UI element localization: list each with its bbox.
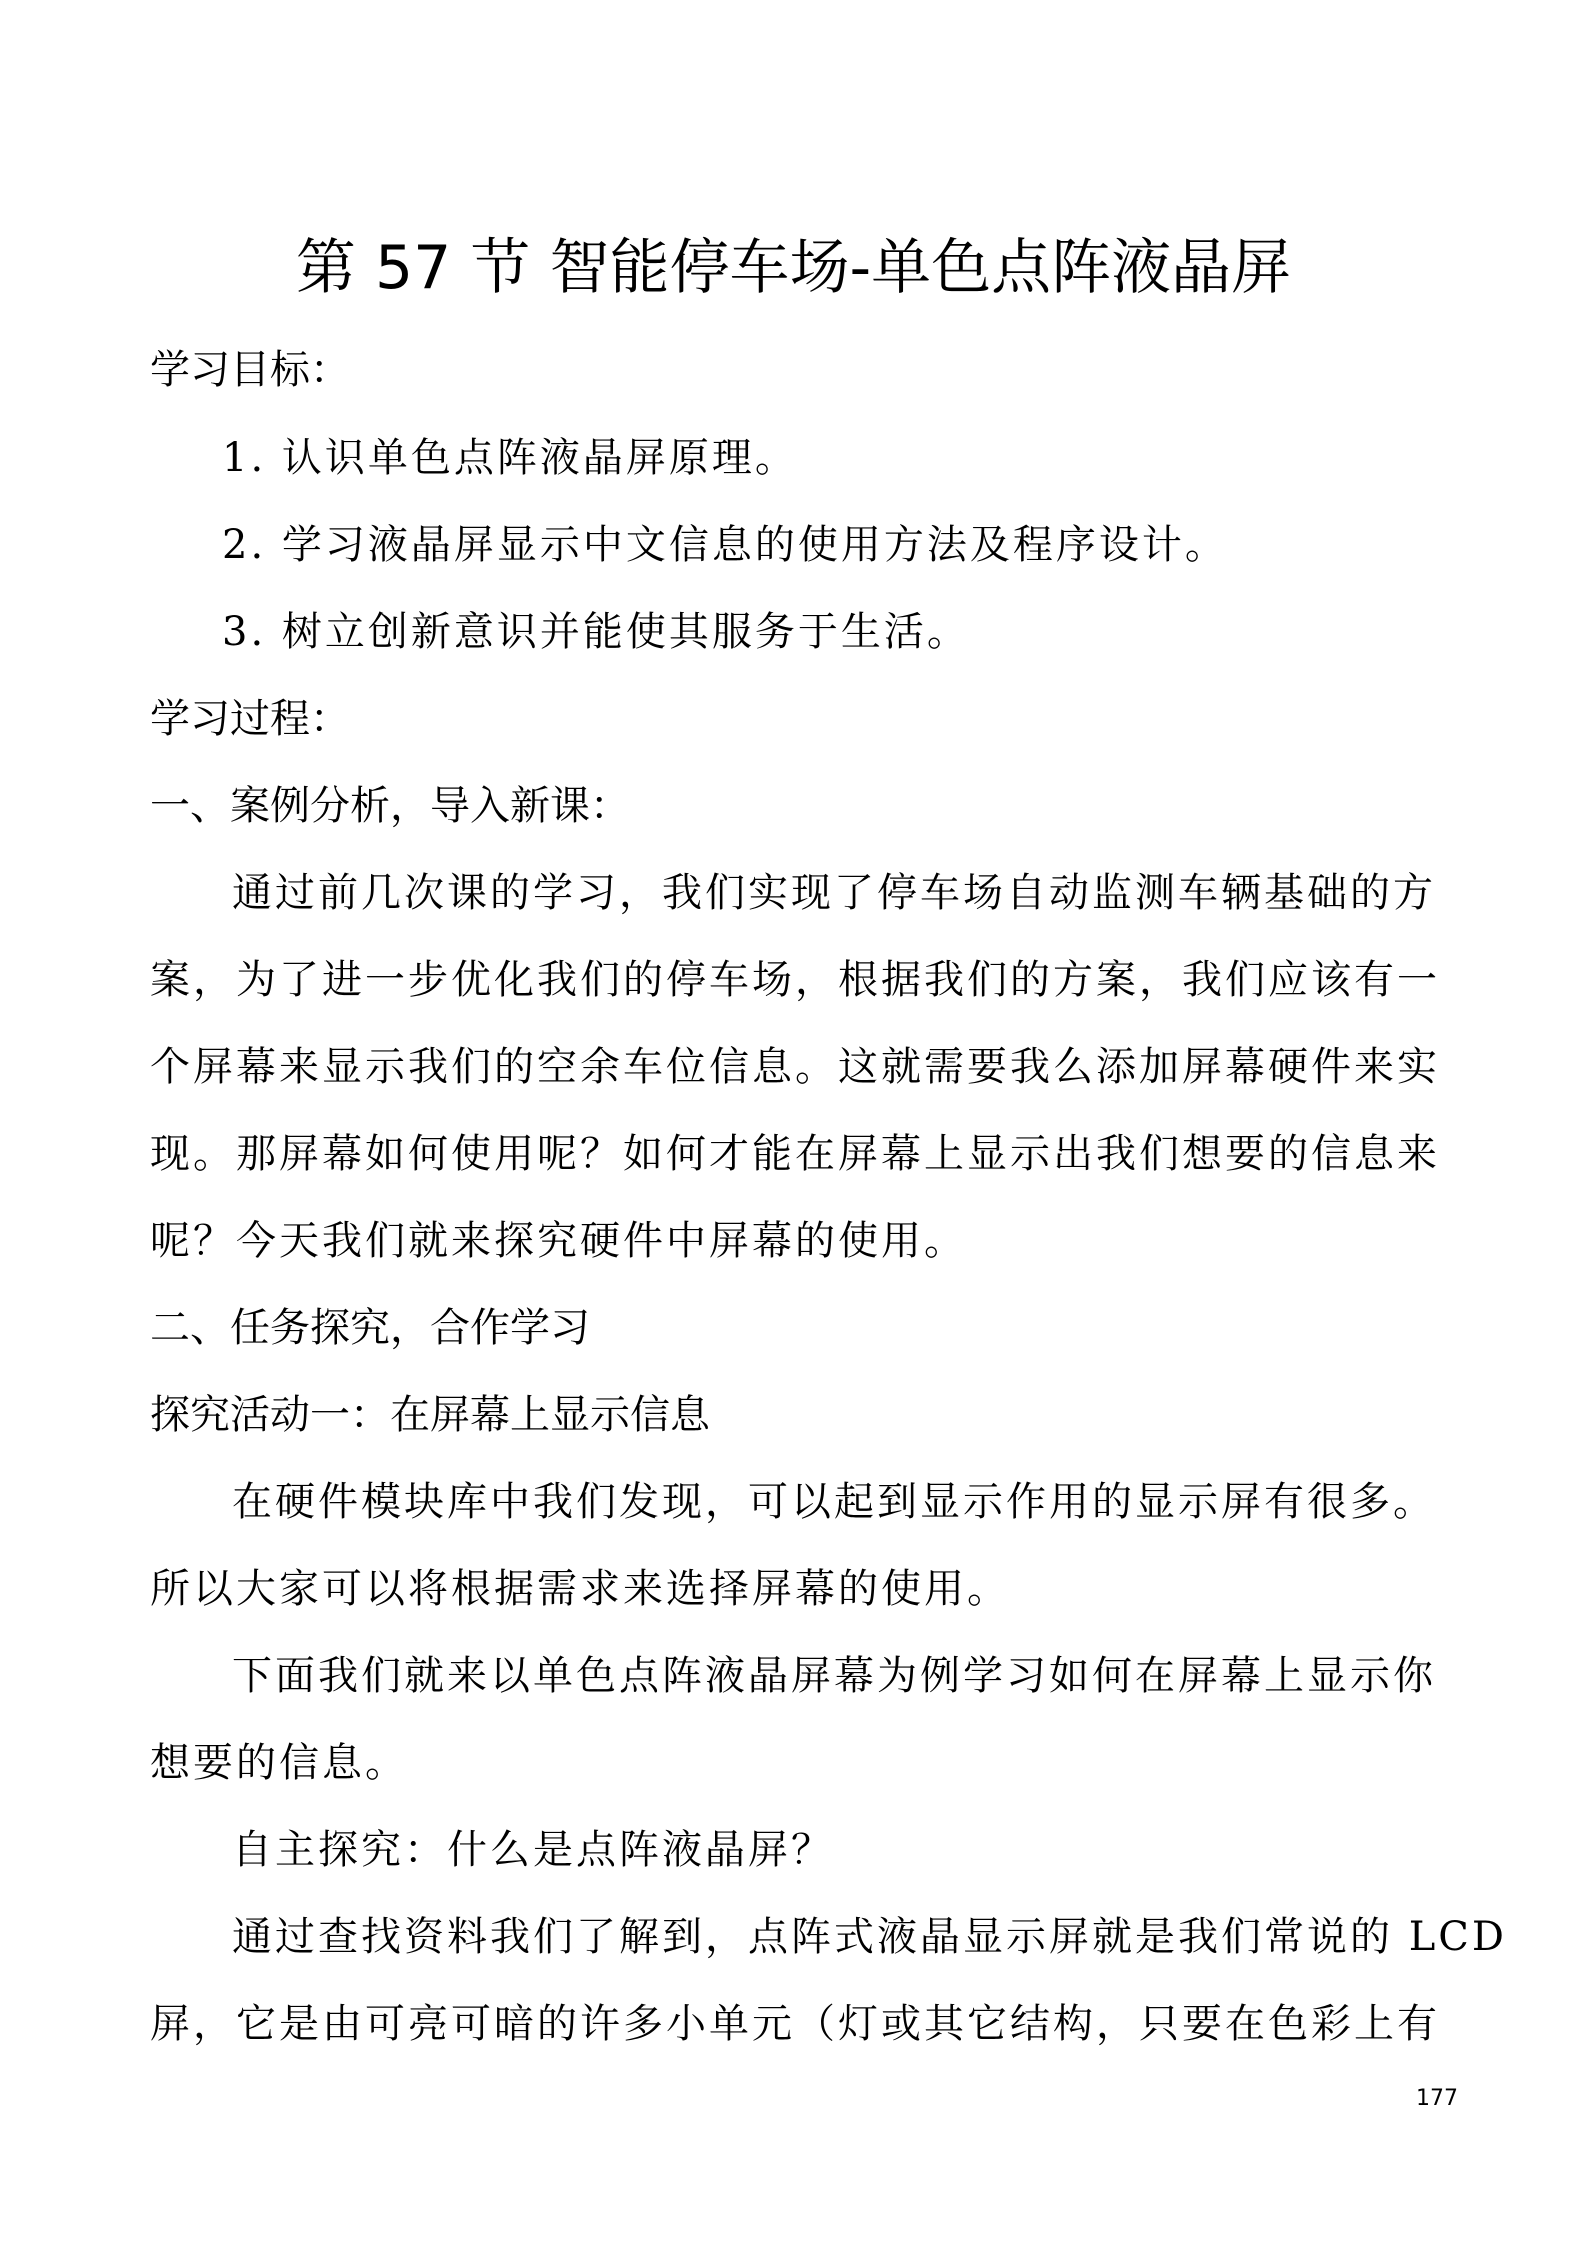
section1-heading: 一、案例分析，导入新课： xyxy=(150,783,630,829)
objective-item-3: 3. 树立创新意识并能使其服务于生活。 xyxy=(222,609,970,655)
paragraph2-line-1: 在硬件模块库中我们发现，可以起到显示作用的显示屏有很多。 xyxy=(232,1479,1436,1525)
process-heading: 学习过程： xyxy=(150,696,350,742)
self-study-question: 自主探究：什么是点阵液晶屏？ xyxy=(232,1827,834,1873)
page-number: 177 xyxy=(1416,2086,1458,2111)
paragraph3-line-1: 下面我们就来以单色点阵液晶屏幕为例学习如何在屏幕上显示你 xyxy=(232,1653,1436,1699)
paragraph2-line-2: 所以大家可以将根据需求来选择屏幕的使用。 xyxy=(150,1566,1010,1612)
paragraph4-line-1: 通过查找资料我们了解到，点阵式液晶显示屏就是我们常说的 LCD xyxy=(232,1914,1507,1960)
objective-item-2: 2. 学习液晶屏显示中文信息的使用方法及程序设计。 xyxy=(222,522,1228,568)
paragraph4-line-2: 屏，它是由可亮可暗的许多小单元（灯或其它结构，只要在色彩上有 xyxy=(150,2001,1440,2047)
objective-item-1: 1. 认识单色点阵液晶屏原理。 xyxy=(222,435,798,481)
paragraph1-line-1: 通过前几次课的学习，我们实现了停车场自动监测车辆基础的方 xyxy=(232,870,1436,916)
paragraph1-line-4: 现。那屏幕如何使用呢？如何才能在屏幕上显示出我们想要的信息来 xyxy=(150,1131,1440,1177)
paragraph3-line-2: 想要的信息。 xyxy=(150,1740,408,1786)
section2-heading: 二、任务探究，合作学习 xyxy=(150,1305,590,1351)
activity1-heading: 探究活动一：在屏幕上显示信息 xyxy=(150,1392,710,1438)
objectives-heading: 学习目标： xyxy=(150,347,350,393)
page-title: 第 57 节 智能停车场-单色点阵液晶屏 xyxy=(295,233,1292,303)
paragraph1-line-5: 呢？今天我们就来探究硬件中屏幕的使用。 xyxy=(150,1218,967,1264)
paragraph1-line-2: 案，为了进一步优化我们的停车场，根据我们的方案，我们应该有一 xyxy=(150,957,1440,1003)
paragraph1-line-3: 个屏幕来显示我们的空余车位信息。这就需要我么添加屏幕硬件来实 xyxy=(150,1044,1440,1090)
